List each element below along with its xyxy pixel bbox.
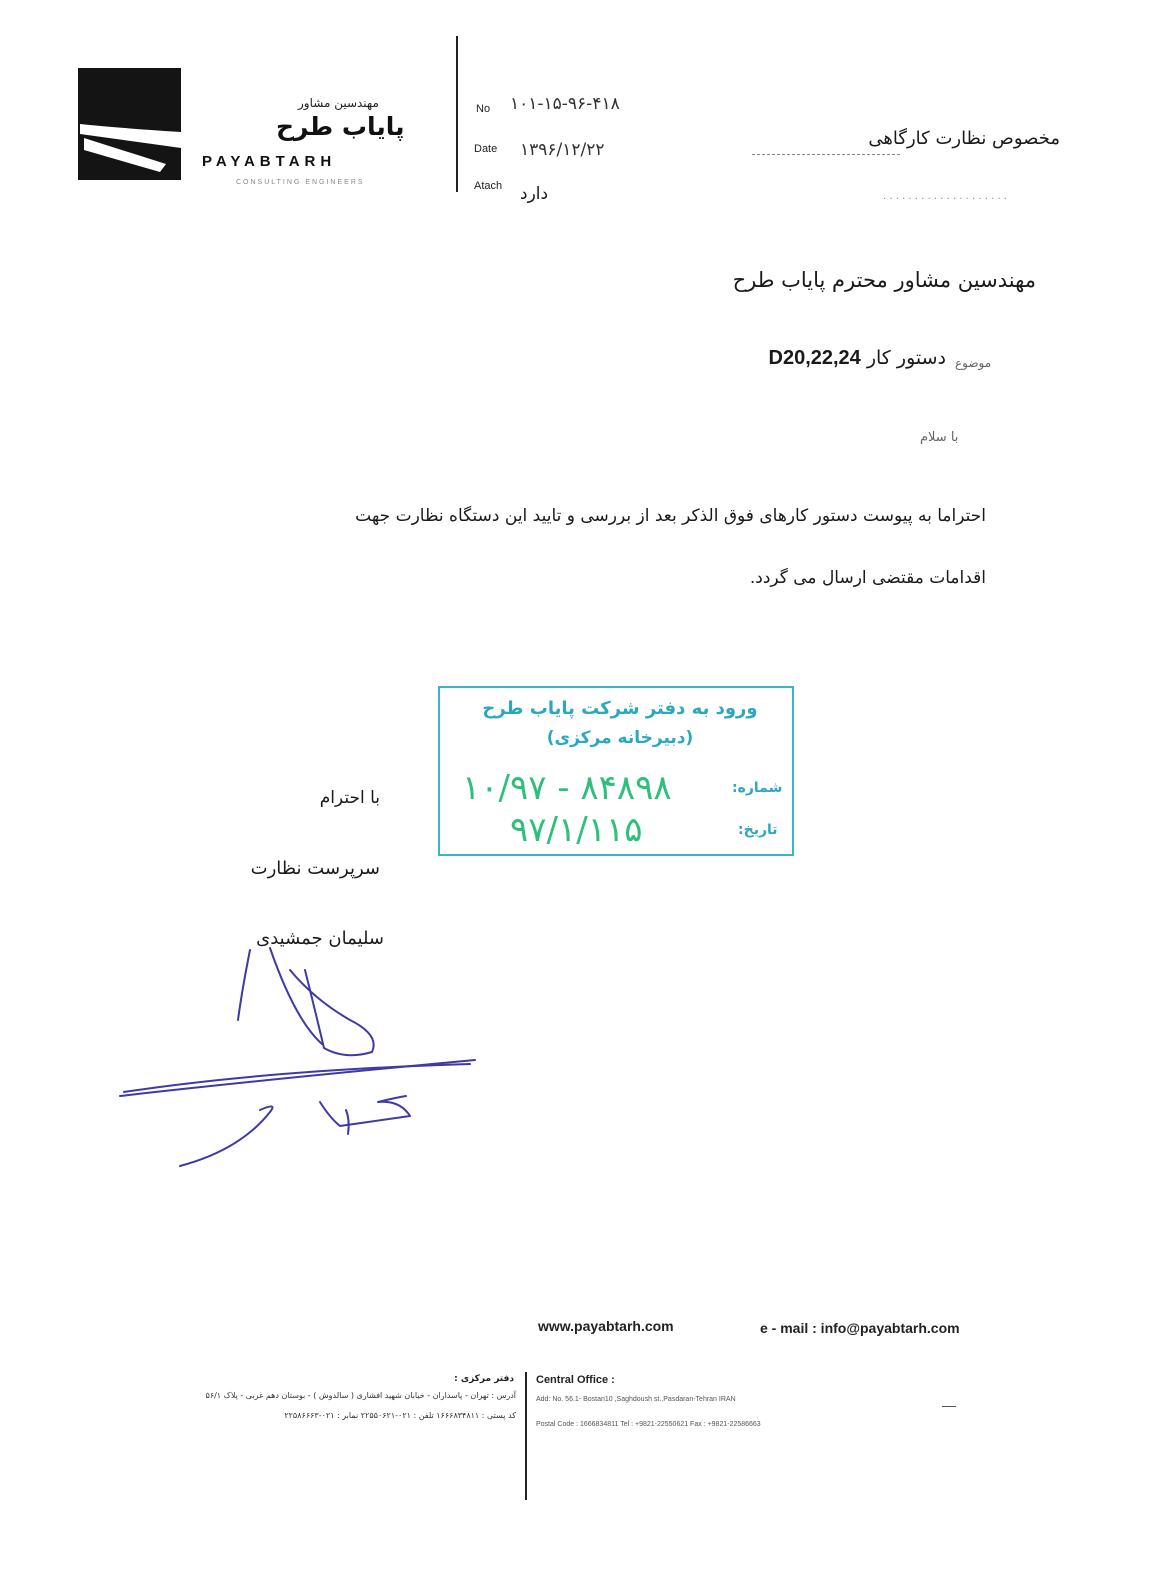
stamp-subtitle: (دبیرخانه مرکزی): [546, 728, 694, 748]
stamp-date-value: ۹۷/۱/۱۱۵: [510, 810, 643, 850]
central-office-address: Add: No. 56.1- Bostan10 ,Saghdoush st.,Pasdaran-Tehran IRAN: [536, 1396, 736, 1403]
confidential-heading: مخصوص نظارت کارگاهی: [868, 128, 1060, 149]
central-office-contact: Postal Code : 1666834811 Tel : +9821-22550621 Fax : +9821-22586663: [536, 1421, 761, 1428]
subject-code: D20,22,24: [768, 347, 861, 369]
subject-text: دستور کار: [866, 347, 946, 369]
closing-phrase: با احترام: [319, 788, 380, 808]
logo-mark-icon: [78, 68, 181, 180]
brand-en-name: PAYABTARH: [202, 153, 337, 170]
receipt-stamp: [438, 686, 794, 856]
brand-fa-subtitle: مهندسین مشاور: [298, 96, 379, 110]
faint-underline-text: · · · · · · · · · · · · · · · · · · · ·: [883, 194, 1007, 205]
central-office-contact-fa: کد پستی : ۱۶۶۶۸۳۴۸۱۱ تلفن : ۰۲۱-۲۲۵۵۰۶۲۱ نمابر : ۰۲۱-۲۲۵۸۶۶۶۳: [284, 1411, 516, 1420]
website-link[interactable]: www.payabtarh.com: [538, 1318, 674, 1334]
footer-divider: [525, 1372, 527, 1500]
subject-label: موضوع: [955, 356, 992, 370]
central-office-title: Central Office :: [536, 1374, 615, 1386]
greeting: با سلام: [920, 430, 959, 445]
subject-line: [684, 347, 946, 370]
signer-name: سلیمان جمشیدی: [256, 928, 384, 949]
confidential-underline: [752, 154, 900, 155]
stamp-date-label: تاریخ:: [738, 822, 778, 838]
email-link[interactable]: e - mail : info@payabtarh.com: [760, 1320, 960, 1336]
body-paragraph-line-1: احتراما به پیوست دستور کارهای فوق الذکر بعد از بررسی و تایید این دستگاه نظارت جهت: [355, 506, 986, 526]
attachment-label: Atach: [474, 180, 503, 192]
handwritten-signature: [110, 940, 490, 1180]
company-logo: [78, 68, 181, 180]
stamp-number-value: ۱۰/۹۷ - ۸۴۸۹۸: [462, 768, 672, 808]
attachment-value: دارد: [520, 184, 549, 204]
central-office-address-fa: آدرس : تهران - پاسداران - خیابان شهید افشاری ( سالدوش ) - بوستان دهم غربی - پلاک ۵۶/۱: [205, 1391, 516, 1400]
letter-number-value: ۱۰۱-۱۵-۹۶-۴۱۸: [510, 94, 620, 114]
stamp-title: ورود به دفتر شرکت پایاب طرح: [482, 698, 758, 719]
recipient-line: مهندسین مشاور محترم پایاب طرح: [732, 268, 1036, 292]
central-office-title-fa: دفتر مرکزی :: [454, 1374, 514, 1384]
signer-position: سرپرست نظارت: [250, 858, 380, 879]
letter-date-label: Date: [474, 143, 498, 155]
header-divider: [456, 36, 458, 192]
footer-dash: [942, 1406, 956, 1407]
body-paragraph-line-2: اقدامات مقتضی ارسال می گردد.: [749, 568, 986, 588]
letter-date-value: ۱۳۹۶/۱۲/۲۲: [520, 140, 605, 160]
brand-fa-name: پایاب طرح: [276, 112, 405, 141]
brand-en-subtitle: CONSULTING ENGINEERS: [236, 179, 365, 186]
letter-number-label: No: [476, 103, 491, 115]
stamp-number-label: شماره:: [732, 780, 783, 796]
